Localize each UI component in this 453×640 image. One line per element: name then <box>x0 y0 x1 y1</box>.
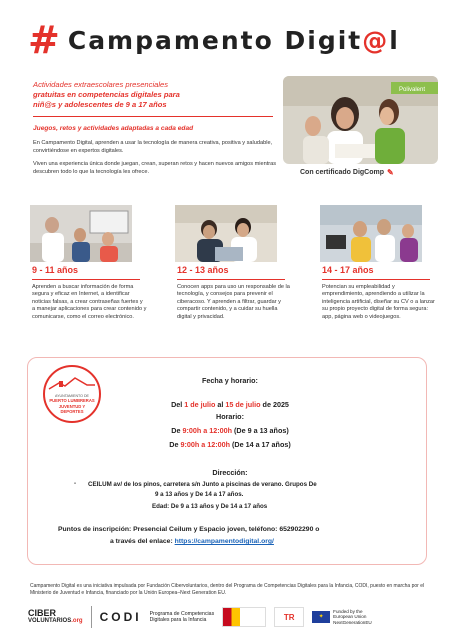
schedule-horario-label: Horario: <box>216 412 244 421</box>
cibervoluntarios-logo: CIBER VOLUNTARIOS.org <box>28 608 83 624</box>
hero-banner-text: Polivalent <box>399 87 426 93</box>
age-group-9-11 <box>32 265 147 321</box>
intro-subtitle-2: gratuitas en competencias digitales para <box>33 90 180 99</box>
intro-subtitle-1: Actividades extraescolares presenciales <box>33 80 169 89</box>
ministerio-juventud-logo: TR <box>274 607 304 627</box>
age-description: Potencian su empleabilidad y emprendimiento, aprendiendo a utilizar la inteligencia artificial, diseñar su CV o a lanzar su propio proyecto digital de forma segura: app, página web o videojuegos. <box>322 284 435 320</box>
logo-line-3: JUVENTUD Y <box>58 404 86 409</box>
age-description: Aprenden a buscar información de forma segura y eficaz en Internet, a identificar noticias falsas, a crear contraseñas fuertes y a manejar aplicaciones para crear contenido y comunicarse, como el correo electrónico. <box>32 284 147 320</box>
registration-link[interactable]: https://campamentodigital.org/ <box>174 538 274 545</box>
schedule-time-2: De 9:00h a 12:00h (De 14 a 17 años) <box>169 440 291 449</box>
address-line-1: CEILUM av/ de los pinos, carretera s/n Junto a piscinas de verano. Grupos De <box>88 481 317 488</box>
age-range: 14 - 17 años <box>322 265 374 275</box>
registration-line-1: Puntos de inscripción: Presencial Ceilum y Espacio joven, teléfono: 652902290 o <box>58 526 320 533</box>
divider <box>177 279 285 280</box>
schedule-heading: Fecha y horario: <box>202 376 258 385</box>
codi-description: Programa de Competencias Digitales para la Infancia <box>149 610 215 623</box>
intro-tagline: Juegos, retos y actividades adaptadas a cada edad <box>33 125 194 132</box>
divider <box>322 279 430 280</box>
intro-subtitle-3: niñ@s y adolescentes de 9 a 17 años <box>33 100 167 109</box>
divider <box>33 116 273 117</box>
address-bullet: - <box>74 480 77 487</box>
registration-line-2: a través del enlace: https://campamentodigital.org/ <box>110 538 274 545</box>
intro-paragraph-2: Viven una experiencia única donde juegan, crean, superan retos y hacen nuevos amigos mientras descubren todo lo que la tecnología les ofrece. <box>33 161 277 175</box>
age-description: Conocen apps para uso un responsable de la tecnología, y consejos para prevenir el ciberacoso. Y aprenden a filtrar, guardar y compartir contenido, y a cuidar su huella digital y privacidad. <box>177 284 290 320</box>
intro-paragraph-1: En Campamento Digital, aprenden a usar la tecnología de manera creativa, positiva y saludable, convirtiéndose en expertos digitales. <box>33 140 273 154</box>
address-line-2: 9 a 13 años y De 14 a 17 años. <box>155 491 244 498</box>
address-heading: Dirección: <box>212 468 248 477</box>
age-group-14-17 <box>322 265 437 321</box>
logo-line-1: AYUNTAMIENTO DE <box>55 394 89 398</box>
photo-9-11 <box>30 205 132 262</box>
footer-text: Campamento Digital es una iniciativa impulsada por Fundación Cibervoluntarios, dentro del Programa de Competencias Digitales para la Infancia, CODI, puesto en marcha por el Ministerio de Juventud e Infancia, financiado por la Unión Europea–Next Generation EU. <box>30 583 425 596</box>
divider <box>32 279 140 280</box>
hero-photo <box>283 76 438 164</box>
photo-12-13 <box>175 205 277 262</box>
codi-logo: CODI <box>99 610 142 624</box>
ayuntamiento-logo <box>35 363 109 425</box>
schedule-time-1: De 9:00h a 12:00h (De 9 a 13 años) <box>171 426 289 435</box>
address-line-3: Edad: De 9 a 13 años y De 14 a 17 años <box>152 503 268 510</box>
hash-symbol: # <box>28 18 60 62</box>
certificate-label: Con certificado DigComp ✎ <box>300 168 394 177</box>
photo-14-17 <box>320 205 422 262</box>
certificate-icon: ✎ <box>387 168 394 177</box>
age-range: 12 - 13 años <box>177 265 229 275</box>
age-range: 9 - 11 años <box>32 265 79 275</box>
logo-line-2: PUERTO LUMBRERAS <box>49 398 95 403</box>
schedule-dates: Del 1 de julio al 15 de julio de 2025 <box>171 400 289 409</box>
eu-logo: ✦ Funded by the European Union NextGenerationEU <box>312 609 372 626</box>
page-title: Campamento Digit@l <box>67 25 400 55</box>
age-group-12-13 <box>177 265 292 321</box>
gobierno-espana-logo <box>222 607 266 627</box>
intro-section <box>33 80 278 182</box>
eu-flag-icon: ✦ <box>312 611 330 623</box>
logo-line-4: DEPORTES <box>60 409 84 414</box>
footer-logos <box>28 603 433 631</box>
header <box>28 20 400 60</box>
